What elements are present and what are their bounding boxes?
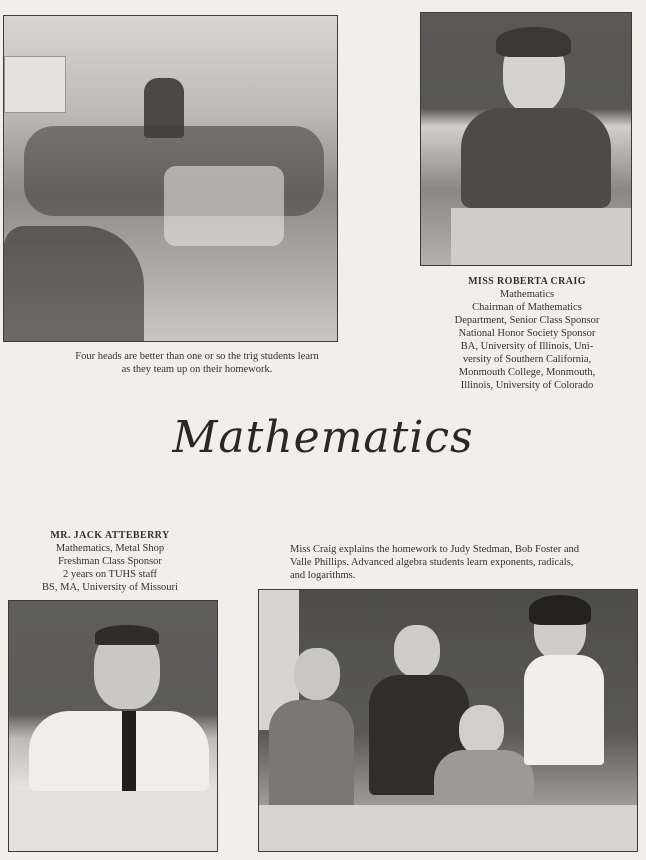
classroom-photo (3, 15, 338, 342)
bio-line: Monmouth College, Monmouth, (458, 367, 596, 378)
bio-line: Department, Senior Class Sponsor (454, 315, 600, 326)
craig-bio (420, 275, 634, 392)
classroom-caption (3, 350, 391, 376)
bio-line: versity of Southern California, (462, 354, 592, 365)
bio-line: Mathematics (499, 289, 555, 300)
homework-group-photo (258, 589, 638, 852)
bio-line: Illinois, University of Colorado (460, 380, 594, 391)
craig-portrait-photo (420, 12, 632, 266)
page-title: Mathematics (172, 412, 474, 463)
homework-caption (290, 543, 620, 582)
caption-line: as they team up on their homework. (121, 364, 273, 375)
bio-line: BS, MA, University of Missouri (42, 582, 178, 593)
atteberry-bio (15, 529, 205, 594)
bio-line: 2 years on TUHS staff (62, 569, 158, 580)
caption-line: Valle Phillips. Advanced algebra students learn exponents, radicals, (290, 557, 574, 568)
caption-line: Miss Craig explains the homework to Judy Stedman, Bob Foster and (290, 544, 580, 555)
atteberry-portrait-photo (8, 600, 218, 852)
caption-line: and logarithms. (290, 570, 356, 581)
bio-line: National Honor Society Sponsor (458, 328, 596, 339)
faculty-name: MISS ROBERTA CRAIG (468, 276, 586, 287)
bio-line: Mathematics, Metal Shop (55, 543, 165, 554)
bio-line: BA, University of Illinois, Uni- (460, 341, 594, 352)
caption-line: Four heads are better than one or so the trig students learn (75, 351, 319, 362)
bio-line: Chairman of Mathematics (472, 302, 582, 313)
bio-line: Freshman Class Sponsor (58, 556, 162, 567)
faculty-name: MR. JACK ATTEBERRY (50, 530, 170, 541)
